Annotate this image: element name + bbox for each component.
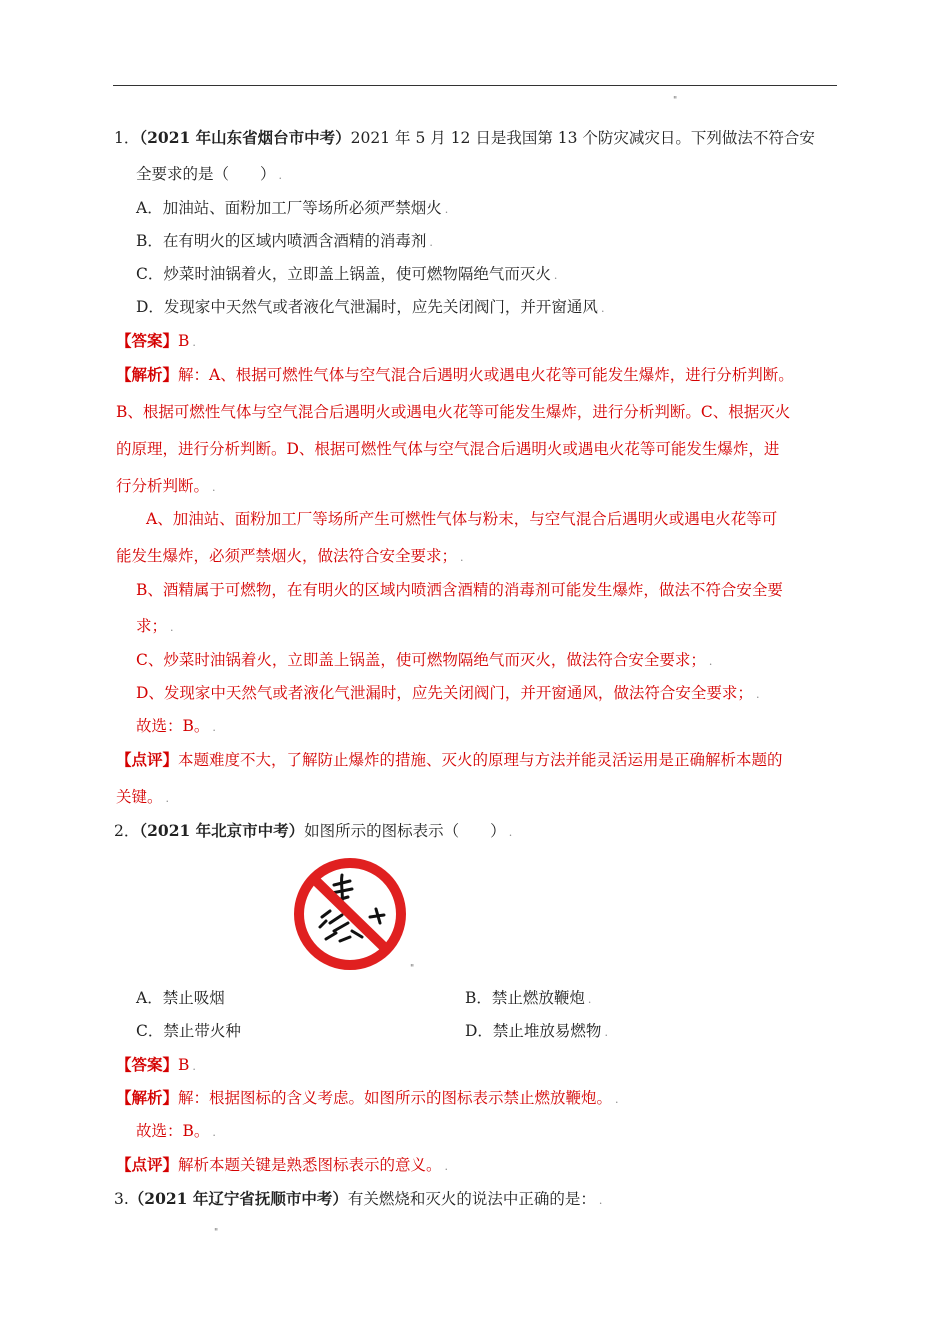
q1-stem-line2: 全要求的是（ ） . [136,165,283,183]
q1-choose: 故选：B。 . [136,717,216,735]
answer-tag: 【答案】 [116,1055,179,1074]
q2-number: 2． [114,822,140,840]
q1-option-b: B．在有明火的区域内喷洒含酒精的消毒剂 . [136,232,433,250]
q1-stem-line1 [114,128,815,148]
q1-option-a: A．加油站、面粉加工厂等场所必须严禁烟火 . [136,199,449,217]
q2-review: 【点评】解析本题关键是熟悉图标表示的意义。 . [116,1155,449,1174]
analysis-tag: 【解析】 [116,1088,179,1107]
q1-detail-b2: 求； . [136,617,174,635]
no-firecrackers-sign-icon [290,857,410,972]
q1-answer: 【答案】B . [116,331,196,350]
analysis-tag: 【解析】 [116,365,179,384]
q1-source: （2021 年山东省烟台市中考） [139,128,351,147]
q2-option-c: C．禁止带火种 [136,1022,241,1040]
q2-stem: 2．（2021 年北京市中考）如图所示的图标表示（ ） . [114,821,513,840]
q2-analysis: 【解析】解：根据图标的含义考虑。如图所示的图标表示禁止燃放鞭炮。 . [116,1088,619,1107]
q1-stem-text: 2021 年 5 月 12 日是我国第 13 个防灾减灾日。下列做法不符合安 [350,129,815,147]
q1-analysis-line2: B、根据可燃性气体与空气混合后遇明火或遇电火花等可能发生爆炸，进行分析判断。C、根据灭火 [116,403,791,421]
header-rule [113,85,837,86]
q1-number: 1． [114,129,140,147]
q1-detail-a2: 能发生爆炸，必须严禁烟火，做法符合安全要求； . [116,547,464,565]
q1-detail-a1: A、加油站、面粉加工厂等场所产生可燃性气体与粉末，与空气混合后遇明火或遇电火花等可 [146,510,778,528]
answer-tag: 【答案】 [116,331,179,350]
q3-number: 3. [114,1190,129,1208]
q1-detail-c: C、炒菜时油锅着火，立即盖上锅盖，使可燃物隔绝气而灭火，做法符合安全要求； . [136,651,713,669]
q1-analysis-line4: 行分析判断。 . [116,477,216,495]
q3-source: （2021 年辽宁省抚顺市中考） [128,1189,348,1208]
q3-stem: 3.（2021 年辽宁省抚顺市中考）有关燃烧和灭火的说法中正确的是： . [114,1189,603,1208]
q1-analysis-line1: 【解析】解：A、根据可燃性气体与空气混合后遇明火或遇电火花等可能发生爆炸，进行分析判断。 [116,365,794,384]
q1-review-line2: 关键。 . [116,788,170,806]
q2-choose: 故选：B。 . [136,1122,216,1140]
q1-detail-d: D、发现家中天然气或者液化气泄漏时，应先关闭阀门，并开窗通风，做法符合安全要求； . [136,684,760,702]
q2-option-d: D．禁止堆放易燃物 . [465,1022,608,1040]
q2-option-a: A．禁止吸烟 [136,989,225,1007]
q1-analysis-line3: 的原理，进行分析判断。D、根据可燃性气体与空气混合后遇明火或遇电火花等可能发生爆炸，进 [116,440,780,458]
q1-review-line1: 【点评】本题难度不大，了解防止爆炸的措施、灭火的原理与方法并能灵活运用是正确解析本题的 [116,750,783,769]
q2-option-b: B．禁止燃放鞭炮 . [465,989,592,1007]
q1-option-c: C．炒菜时油锅着火，立即盖上锅盖，使可燃物隔绝气而灭火 . [136,265,558,283]
image-mark: " [410,964,415,974]
q1-detail-b1: B、酒精属于可燃物，在有明火的区域内喷洒含酒精的消毒剂可能发生爆炸，做法不符合安全要 [136,581,783,599]
q2-answer: 【答案】B . [116,1055,196,1074]
header-mark: " [673,96,678,106]
review-tag: 【点评】 [116,1155,179,1174]
q1-option-d: D．发现家中天然气或者液化气泄漏时，应先关闭阀门，并开窗通风 . [136,298,605,316]
footer-mark: " [214,1228,219,1238]
review-tag: 【点评】 [116,750,179,769]
q2-source: （2021 年北京市中考） [139,821,305,840]
